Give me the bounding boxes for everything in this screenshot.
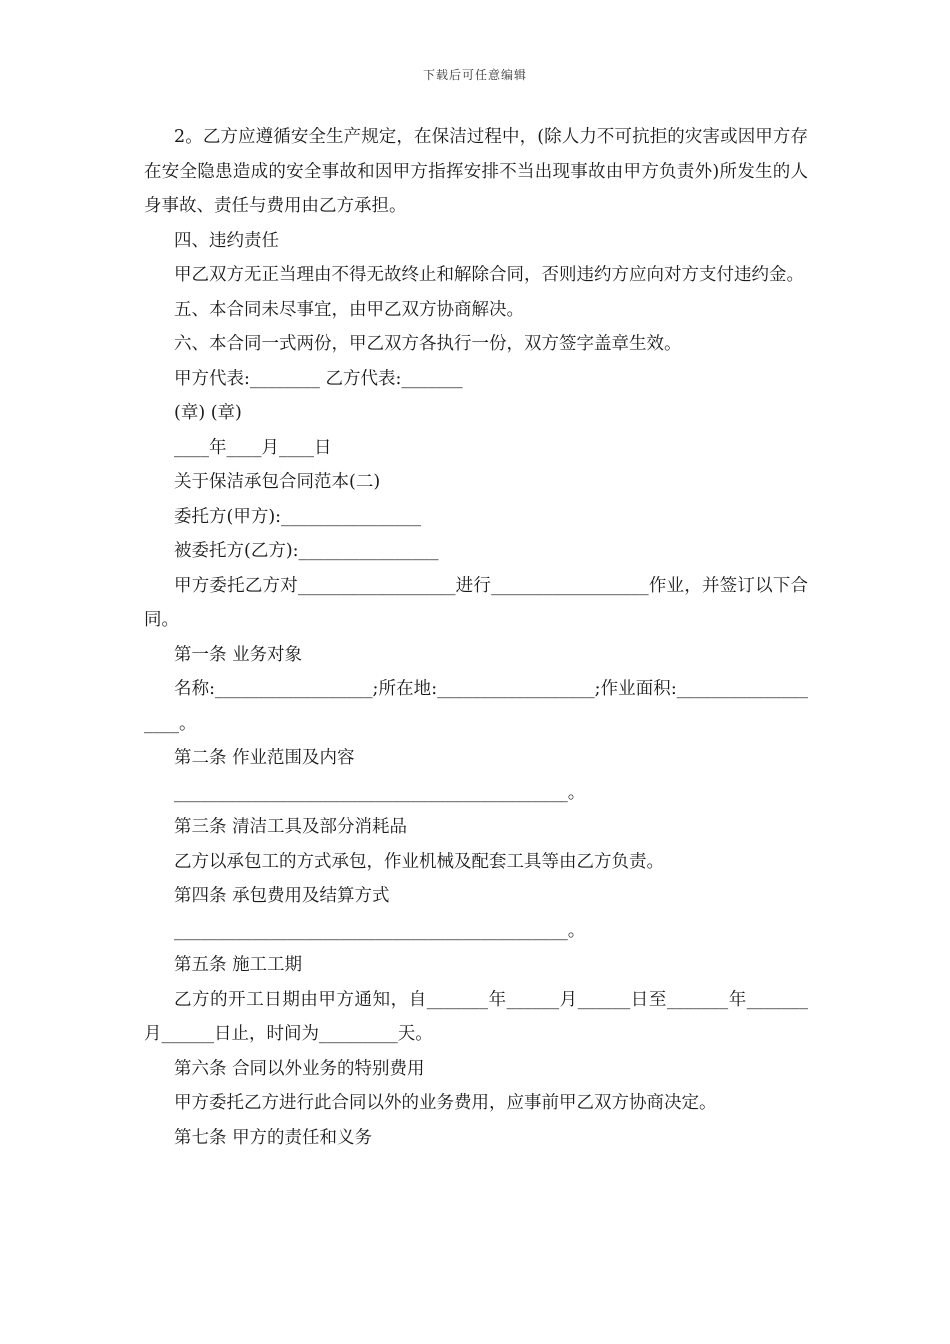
article-two-heading: 第二条 作业范围及内容 <box>174 748 355 768</box>
article-four-heading: 第四条 承包费用及结算方式 <box>174 886 390 906</box>
client-party-a: 委托方(甲方):________________ <box>174 506 422 527</box>
article-one-fields: 名称:__________________;所在地:__________________;作业面积:___________________。 <box>144 679 808 734</box>
paragraph-safety-liability: 2。乙方应遵循安全生产规定，在保洁过程中，(除人力不可抗拒的灾害或因甲方存在安全隐患造成的安全事故和因甲方指挥安排不当出现事故由甲方负责外)所发生的人身事故、责任与费用由乙方承担。 <box>144 127 808 216</box>
contractor-party-b: 被委托方(乙方):________________ <box>174 541 439 561</box>
document-body <box>144 120 808 1155</box>
article-six-body: 甲方委托乙方进行此合同以外的业务费用，应事前甲乙双方协商决定。 <box>174 1093 717 1113</box>
article-five-body: 乙方的开工日期由甲方通知，自_______年______月______日至_______年_______月______日止，时间为_________天。 <box>144 989 808 1044</box>
signature-seals: (章) (章) <box>174 403 242 423</box>
article-seven-heading: 第七条 甲方的责任和义务 <box>174 1127 373 1148</box>
article-three-heading: 第三条 清洁工具及部分消耗品 <box>174 817 408 837</box>
signature-representatives: 甲方代表:________ 乙方代表:_______ <box>174 368 463 389</box>
paragraph-breach: 甲乙双方无正当理由不得无故终止和解除合同，否则违约方应向对方支付违约金。 <box>174 265 804 285</box>
paragraph-copies: 六、本合同一式两份，甲乙双方各执行一份，双方签字盖章生效。 <box>174 334 682 354</box>
article-four-blank: _____________________________________________。 <box>174 920 586 941</box>
article-two-blank: _____________________________________________。 <box>174 782 586 803</box>
paragraph-unsettled-matters: 五、本合同未尽事宜，由甲乙双方协商解决。 <box>174 299 524 320</box>
article-three-body: 乙方以承包工的方式承包，作业机械及配套工具等由乙方负责。 <box>174 851 664 872</box>
section-heading-breach: 四、违约责任 <box>174 230 279 251</box>
signature-date: ____年____月____日 <box>174 437 332 458</box>
article-five-heading: 第五条 施工工期 <box>174 955 303 975</box>
article-six-heading: 第六条 合同以外业务的特别费用 <box>174 1058 425 1079</box>
page-header: 下载后可任意编辑 <box>422 68 527 82</box>
article-one-heading: 第一条 业务对象 <box>174 644 303 665</box>
contract-title-two: 关于保洁承包合同范本(二) <box>174 472 381 492</box>
paragraph-commission: 甲方委托乙方对__________________进行__________________作业，并签订以下合同。 <box>144 575 808 630</box>
